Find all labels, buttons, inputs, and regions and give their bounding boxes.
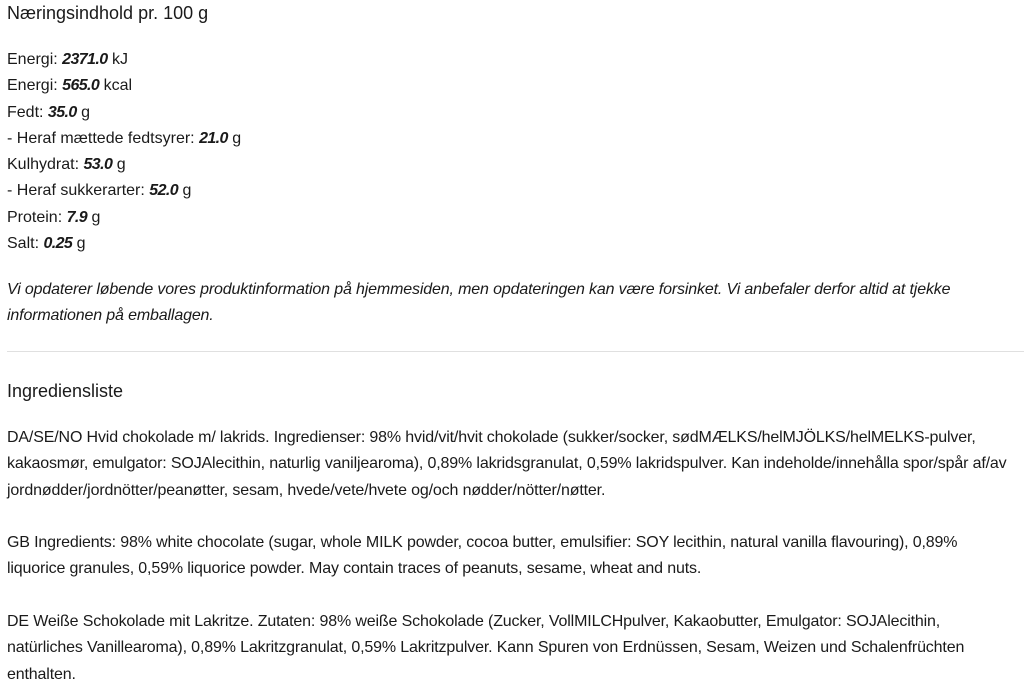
ingredients-de: DE Weiße Schokolade mit Lakritze. Zutaten: 98% weiße Schokolade (Zucker, VollMILCHpulver, Kakaobutter, Emulgator: SOJAlecithin, natürliches Vanillearoma), 0,89% Lakritzgranulat, 0,59% Lakritzpulver. Kann Spuren von Erdnüssen, Sesam, Weizen und Schalenfrüchten enthalten. <box>7 613 965 683</box>
nutrition-unit: g <box>232 129 242 147</box>
nutrition-unit: kcal <box>103 77 133 95</box>
nutrition-value: 2371.0 <box>62 51 108 68</box>
nutrition-row-energy-kj <box>7 47 241 73</box>
nutrition-unit: g <box>76 235 86 253</box>
nutrition-row-salt <box>7 231 241 257</box>
nutrition-unit: g <box>116 156 126 174</box>
nutrition-value: 53.0 <box>83 156 113 174</box>
nutrition-unit: kJ <box>111 51 128 68</box>
nutrition-row-energy-kcal <box>7 73 241 99</box>
nutrition-row-saturated-fat <box>7 126 241 152</box>
ingredients-gb: GB Ingredients: 98% white chocolate (sugar, whole MILK powder, cocoa butter, emulsifier: SOY lecithin, natural vanilla flavouring), 0,89% liquorice granules, 0,59% liquorice powder. May contain traces of peanuts, sesame, wheat and nuts. <box>7 534 958 578</box>
nutrition-label: Energi: <box>7 51 58 68</box>
nutrition-disclaimer: Vi opdaterer løbende vores produktinformation på hjemmesiden, men opdateringen kan være forsinket. Vi anbefaler derfor altid at tjekke informationen på emballagen. <box>7 281 951 324</box>
nutrition-value: 21.0 <box>199 129 228 147</box>
nutrition-row-sugars <box>7 178 241 204</box>
nutrition-label: - Heraf mættede fedtsyrer: <box>7 129 195 147</box>
nutrition-unit: g <box>182 182 192 200</box>
nutrition-label: Kulhydrat: <box>7 156 80 174</box>
nutrition-unit: g <box>81 103 91 121</box>
nutrition-value: 35.0 <box>47 103 77 121</box>
nutrition-value: 565.0 <box>62 77 100 95</box>
ingredients-title: Ingrediensliste <box>7 381 124 401</box>
nutrition-label: Salt: <box>7 235 40 253</box>
nutrition-label: Energi: <box>7 77 58 95</box>
nutrition-unit: g <box>91 208 101 226</box>
nutrition-label: Fedt: <box>7 103 44 121</box>
nutrition-label: - Heraf sukkerarter: <box>7 182 145 200</box>
nutrition-value: 0.25 <box>43 235 73 253</box>
nutrition-row-fat <box>7 100 241 126</box>
ingredients-da-se-no: DA/SE/NO Hvid chokolade m/ lakrids. Ingredienser: 98% hvid/vit/hvit chokolade (sukker/socker, sødMÆLKS/helMJÖLKS/helMELKS-pulver, kakaosmør, emulgator: SOJAlecithin, naturlig vaniljearoma), 0,89% lakridsgranulat, 0,59% lakridspulver. Kan indeholde/innehålla spor/spår af/av jordnødder/jordnötter/peanøtter, sesam, hvede/vete/hvete og/och nødder/nötter/nøtter. <box>7 429 1007 499</box>
nutrition-label: Protein: <box>7 208 63 226</box>
nutrition-title: Næringsindhold pr. 100 g <box>7 3 209 23</box>
section-divider <box>7 351 1024 352</box>
nutrition-table <box>7 47 241 257</box>
nutrition-value: 52.0 <box>149 182 179 200</box>
nutrition-row-carbohydrate <box>7 152 241 178</box>
nutrition-row-protein <box>7 205 241 231</box>
nutrition-value: 7.9 <box>66 208 88 226</box>
